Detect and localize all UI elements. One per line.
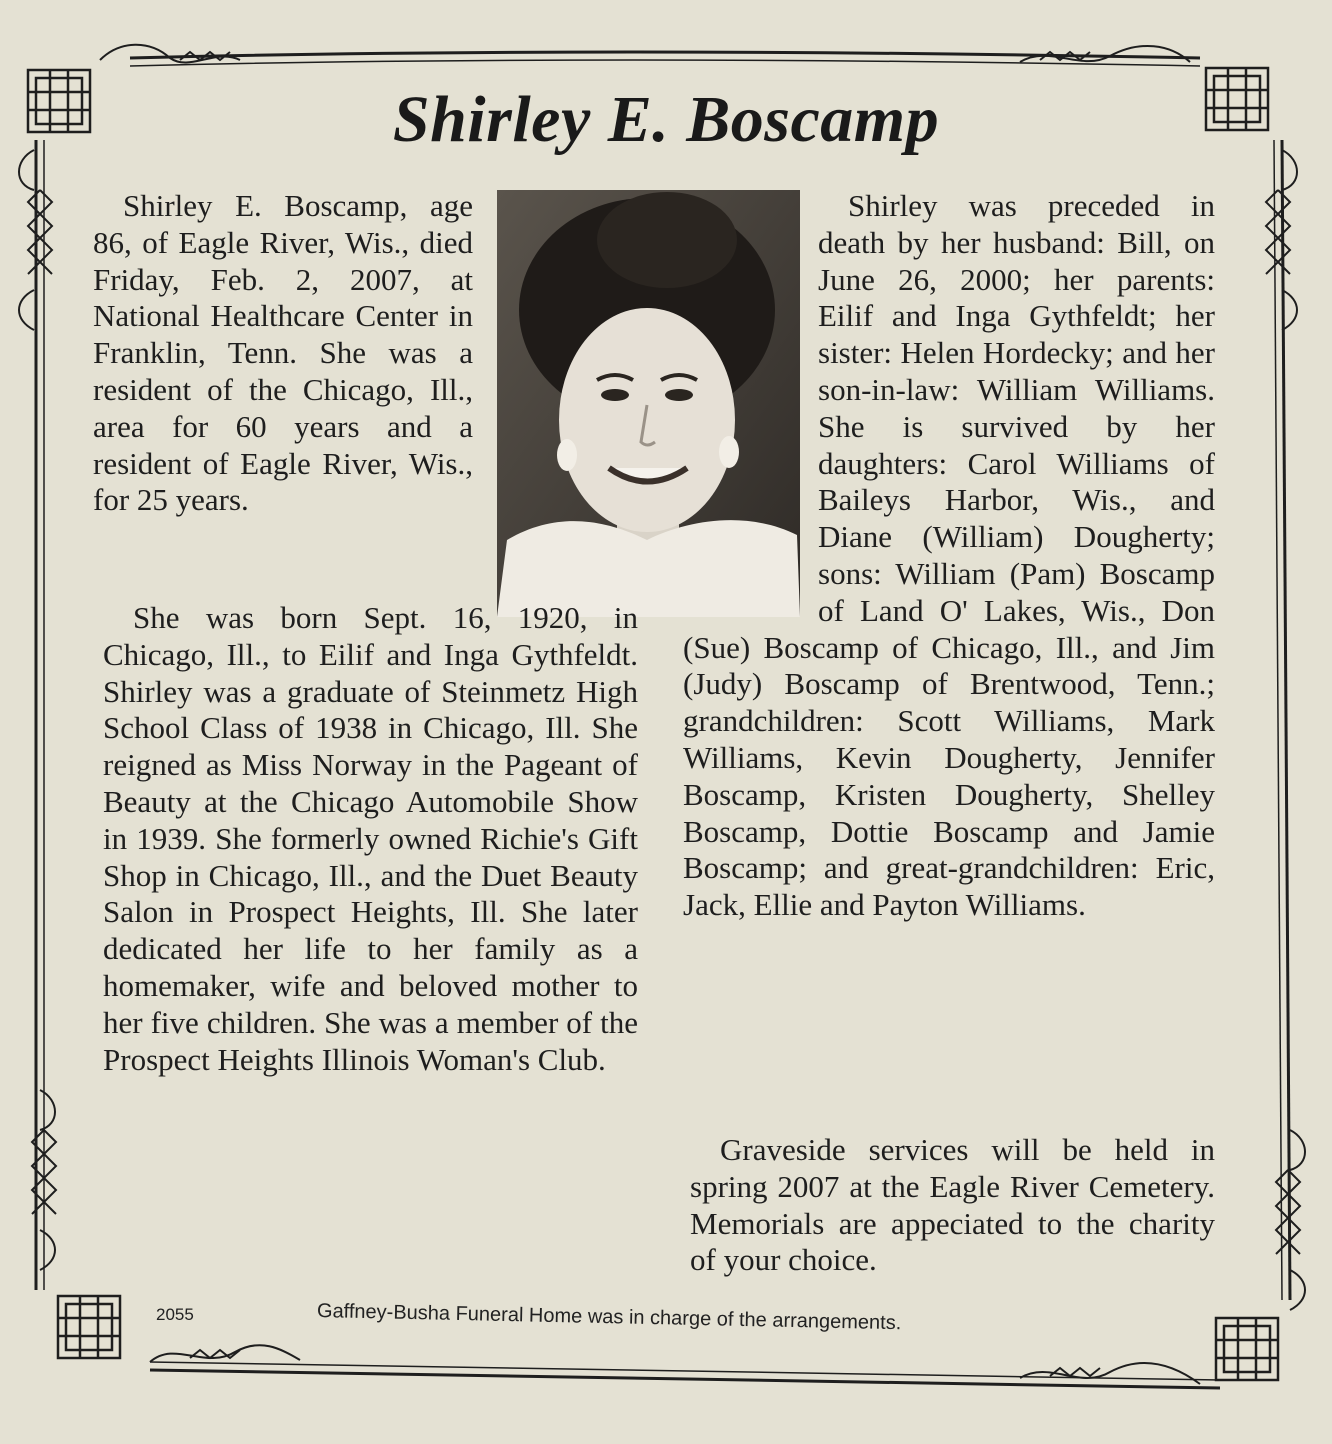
paragraph-services: Graveside services will be held in spring 2007 at the Eagle River Cemetery. Memorials are appeciated to the charity of your choice.	[690, 1132, 1215, 1278]
paragraph-biography: She was born Sept. 16, 1920, in Chicago, Ill., to Eilif and Inga Gythfeldt. Shirley was a graduate of Steinmetz High School Class of 1938 in Chicago, Ill. She reigned as Miss Norway in the Pageant of Beauty at the Chicago Automobile Show in 1939. She formerly owned Richie's Gift Shop in Chicago, Ill., and the Duet Beauty Salon in Prospect Heights, Ill. She later dedicated her life to her family as a homemaker, wife and beloved mother to her five children. She was a member of the Prospect Heights Illinois Woman's Club.	[103, 600, 638, 1077]
text-column-left-bottom	[103, 600, 638, 1078]
obituary-title: Shirley E. Boscamp	[392, 83, 940, 156]
paragraph-death-notice: Shirley E. Boscamp, age 86, of Eagle River, Wis., died Friday, Feb. 2, 2007, at National Healthcare Center in Franklin, Tenn. She was a resident of the Chicago, Ill., area for 60 years and a resident of Eagle River, Wis., for 25 years.	[93, 188, 473, 518]
corner-knot-bottom-right	[1216, 1318, 1278, 1380]
funeral-home-note: Gaffney-Busha Funeral Home was in charge of the arrangements.	[316, 1300, 902, 1335]
paragraph-survivors: Shirley was preceded in death by her husband: Bill, on June 26, 2000; her parents: Eilif and Inga Gythfeldt; her sister: Helen Hordecky; and her son-in-law: William Williams. She is survived by her daughters: Carol Williams of Baileys Harbor, Wis., and Diane (William) Dougherty; sons: William (Pam) Boscamp of Land O' Lakes, Wis., Don (Sue) Boscamp of Chicago, Ill., and Jim (Judy) Boscamp of Brentwood, Tenn.; grandchildren: Scott Williams, Mark Williams, Kevin Dougherty, Jennifer Boscamp, Kristen Dougherty, Shelley Boscamp, Dottie Boscamp and Jamie Boscamp; and great-grandchildren: Eric, Jack, Ellie and Payton Williams.	[683, 188, 1215, 923]
photo-wrap-spacer	[683, 188, 818, 628]
corner-knot-bottom-left	[58, 1296, 120, 1358]
text-column-right-top	[683, 188, 1215, 924]
text-column-left-top	[93, 188, 473, 519]
text-column-services	[690, 1132, 1215, 1279]
reference-number: 2055	[156, 1305, 194, 1324]
